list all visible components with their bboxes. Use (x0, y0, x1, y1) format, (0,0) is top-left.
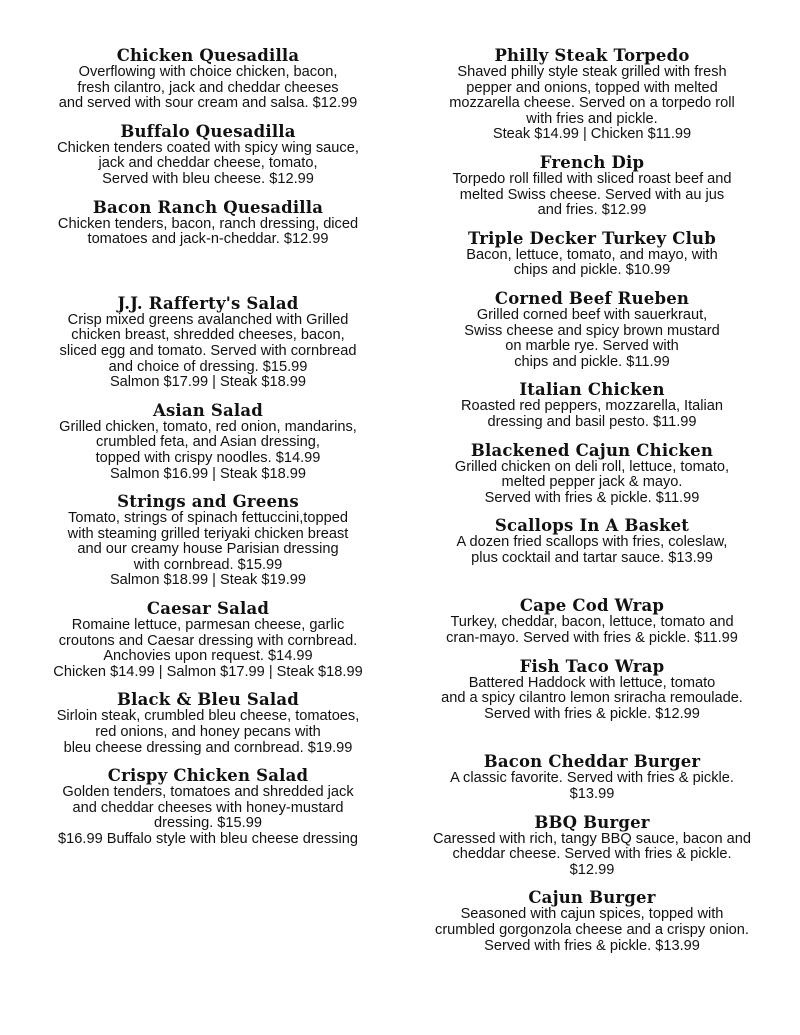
menu-item-italian-chicken (406, 380, 778, 430)
description-line: fresh cilantro, jack and cheddar cheeses (77, 79, 339, 96)
menu-item-fish-taco-wrap (406, 657, 778, 723)
menu-item-description (406, 308, 778, 370)
description-line: Salmon $16.99 | Steak $18.99 (109, 465, 307, 482)
description-line: red onions, and honey pecans with (95, 724, 321, 741)
description-line: chips and pickle. $10.99 (513, 262, 671, 279)
description-line: mozzarella cheese. Served on a torpedo roll (449, 95, 735, 112)
description-line: Torpedo roll filled with sliced roast beef and (452, 170, 732, 187)
menu-item-description (406, 460, 778, 507)
menu-item-description (406, 832, 778, 879)
description-line: sliced egg and tomato. Served with cornbread (59, 342, 357, 359)
description-line: Served with fries & pickle. $11.99 (484, 489, 700, 506)
menu-item-caesar-salad (22, 599, 394, 680)
menu-item-name: BBQ Burger (534, 812, 650, 832)
description-line: jack and cheddar cheese, tomato, (98, 155, 318, 172)
menu-item-name: French Dip (539, 152, 645, 172)
description-line: Salmon $18.99 | Steak $19.99 (109, 572, 307, 589)
menu-item-name: Strings and Greens (117, 492, 299, 512)
menu-item-name: Corned Beef Rueben (494, 288, 690, 308)
menu-item-description (406, 399, 778, 430)
description-line: Grilled corned beef with sauerkraut, (476, 306, 708, 323)
description-line: Steak $14.99 | Chicken $11.99 (492, 126, 692, 143)
menu-item-cape-cod-wrap (406, 596, 778, 646)
menu-item-description (406, 535, 778, 566)
description-line: and served with sour cream and salsa. $12.99 (58, 95, 358, 112)
description-line: melted Swiss cheese. Served with au jus (459, 186, 725, 203)
menu-item-description (406, 676, 778, 723)
description-line: Crisp mixed greens avalanched with Grilled (67, 311, 349, 328)
menu-item-buffalo-quesadilla (22, 122, 394, 188)
description-line: Shaved philly style steak grilled with fresh (457, 64, 727, 80)
description-line: chips and pickle. $11.99 (514, 353, 670, 370)
menu-item-description (22, 511, 394, 589)
menu-item-description (406, 615, 778, 646)
description-line: cran-mayo. Served with fries & pickle. $11.99 (446, 630, 738, 647)
menu-item-description (22, 618, 394, 680)
menu-item-name: Scallops In A Basket (494, 516, 690, 536)
menu-item-name: Asian Salad (152, 400, 264, 420)
description-line: dressing and basil pesto. $11.99 (487, 413, 697, 430)
description-line: Bacon, lettuce, tomato, and mayo, with (466, 246, 718, 263)
description-line: Golden tenders, tomatoes and shredded jack (62, 784, 354, 801)
menu-item-description (22, 141, 394, 188)
menu-item-description (22, 709, 394, 756)
description-line: A dozen fried scallops with fries, coleslaw, (456, 534, 728, 551)
menu-item-description (22, 420, 394, 482)
menu-item-bbq-burger (406, 813, 778, 879)
menu-item-corned-beef-rueben (406, 289, 778, 370)
menu-item-cajun-burger (406, 888, 778, 954)
menu-item-description (22, 65, 394, 112)
menu-item-blackened-cajun-chicken (406, 441, 778, 507)
menu-item-name: Black & Bleu Salad (117, 690, 299, 710)
description-line: with cornbread. $15.99 (133, 556, 283, 573)
menu-item-description (22, 313, 394, 391)
description-line: $13.99 (569, 786, 615, 803)
menu-item-description (406, 172, 778, 219)
description-line: cheddar cheese. Served with fries & pickle. (452, 846, 732, 863)
description-line: Anchovies upon request. $14.99 (103, 648, 313, 665)
menu-item-description (406, 65, 778, 143)
menu-item-description (406, 248, 778, 279)
right-menu-column (406, 46, 778, 954)
description-line: Chicken tenders, bacon, ranch dressing, diced (57, 215, 359, 232)
description-line: pepper and onions, topped with melted (466, 79, 718, 96)
menu-item-description (22, 217, 394, 248)
menu-item-description (22, 785, 394, 847)
menu-item-bacon-cheddar-burger (406, 752, 778, 802)
description-line: Overflowing with choice chicken, bacon, (78, 64, 338, 80)
description-line: Seasoned with cajun spices, topped with (460, 906, 724, 923)
description-line: chicken breast, shredded cheeses, bacon, (71, 327, 345, 344)
menu-item-name: J.J. Rafferty's Salad (117, 293, 299, 313)
menu-item-philly-steak-torpedo (406, 46, 778, 143)
menu-item-name: Chicken Quesadilla (116, 46, 300, 65)
menu-item-crispy-chicken-salad (22, 766, 394, 847)
description-line: croutons and Caesar dressing with cornbread. (58, 632, 358, 649)
description-line: dressing. $15.99 (154, 815, 262, 832)
menu-item-name: Triple Decker Turkey Club (468, 228, 716, 248)
description-line: Served with bleu cheese. $12.99 (102, 170, 314, 187)
description-line: plus cocktail and tartar sauce. $13.99 (471, 549, 713, 566)
description-line: and cheddar cheeses with honey-mustard (72, 799, 344, 816)
description-line: and fries. $12.99 (537, 202, 647, 219)
description-line: tomatoes and jack-n-cheddar. $12.99 (87, 231, 329, 248)
description-line: Grilled chicken on deli roll, lettuce, tomato, (454, 458, 730, 475)
description-line: with fries and pickle. (526, 110, 658, 127)
left-menu-column (22, 46, 394, 848)
description-line: Romaine lettuce, parmesan cheese, garlic (71, 617, 345, 634)
description-line: A classic favorite. Served with fries & pickle. (450, 770, 734, 787)
description-line: Caressed with rich, tangy BBQ sauce, bacon and (433, 830, 751, 847)
description-line: Sirloin steak, crumbled bleu cheese, tomatoes, (56, 708, 360, 725)
description-line: bleu cheese dressing and cornbread. $19.99 (63, 739, 353, 756)
menu-item-chicken-quesadilla (22, 46, 394, 112)
description-line: Tomato, strings of spinach fettuccini,topped (68, 510, 348, 527)
menu-item-triple-decker-turkey-club (406, 229, 778, 279)
description-line: Served with fries & pickle. $13.99 (484, 937, 700, 954)
description-line: $16.99 Buffalo style with bleu cheese dressing (58, 831, 358, 847)
description-line: crumbled feta, and Asian dressing, (96, 434, 320, 451)
description-line: Turkey, cheddar, bacon, lettuce, tomato and (450, 614, 734, 631)
menu-item-scallops-in-a-basket (406, 516, 778, 566)
menu-item-j-j-rafferty-s-salad (22, 294, 394, 391)
menu-item-description (406, 907, 778, 954)
menu-item-name: Buffalo Quesadilla (120, 121, 296, 141)
menu-item-french-dip (406, 153, 778, 219)
description-line: with steaming grilled teriyaki chicken breast (67, 525, 349, 542)
description-line: and choice of dressing. $15.99 (108, 358, 308, 375)
menu-item-black-bleu-salad (22, 690, 394, 756)
menu-item-name: Blackened Cajun Chicken (470, 440, 714, 460)
menu-item-name: Cajun Burger (528, 888, 656, 908)
menu-item-strings-and-greens (22, 492, 394, 589)
description-line: topped with crispy noodles. $14.99 (95, 449, 321, 466)
description-line: melted pepper jack & mayo. (501, 474, 683, 491)
description-line: and a spicy cilantro lemon sriracha remoulade. (441, 690, 743, 707)
description-line: Swiss cheese and spicy brown mustard (464, 322, 720, 339)
menu-item-name: Italian Chicken (519, 380, 665, 400)
description-line: Chicken tenders coated with spicy wing sauce, (57, 139, 359, 156)
description-line: Battered Haddock with lettuce, tomato (468, 674, 716, 691)
menu-item-asian-salad (22, 401, 394, 482)
menu-item-description (406, 771, 778, 802)
menu-item-name: Crispy Chicken Salad (107, 766, 309, 786)
description-line: Salmon $17.99 | Steak $18.99 (109, 374, 307, 391)
menu-item-name: Caesar Salad (146, 599, 270, 619)
description-line: $12.99 (569, 861, 615, 878)
menu-item-name: Fish Taco Wrap (519, 656, 665, 676)
description-line: Grilled chicken, tomato, red onion, mandarins, (59, 418, 357, 435)
description-line: Roasted red peppers, mozzarella, Italian (460, 398, 724, 415)
menu-item-name: Bacon Ranch Quesadilla (92, 197, 324, 217)
description-line: on marble rye. Served with (505, 338, 679, 355)
description-line: and our creamy house Parisian dressing (77, 541, 339, 558)
menu-item-name: Philly Steak Torpedo (494, 46, 690, 65)
description-line: crumbled gorgonzola cheese and a crispy onion. (435, 922, 749, 938)
menu-item-bacon-ranch-quesadilla (22, 198, 394, 248)
menu-item-name: Bacon Cheddar Burger (483, 752, 701, 772)
description-line: Served with fries & pickle. $12.99 (484, 705, 700, 722)
description-line: Chicken $14.99 | Salmon $17.99 | Steak $18.99 (53, 663, 363, 680)
menu-item-name: Cape Cod Wrap (519, 596, 665, 616)
